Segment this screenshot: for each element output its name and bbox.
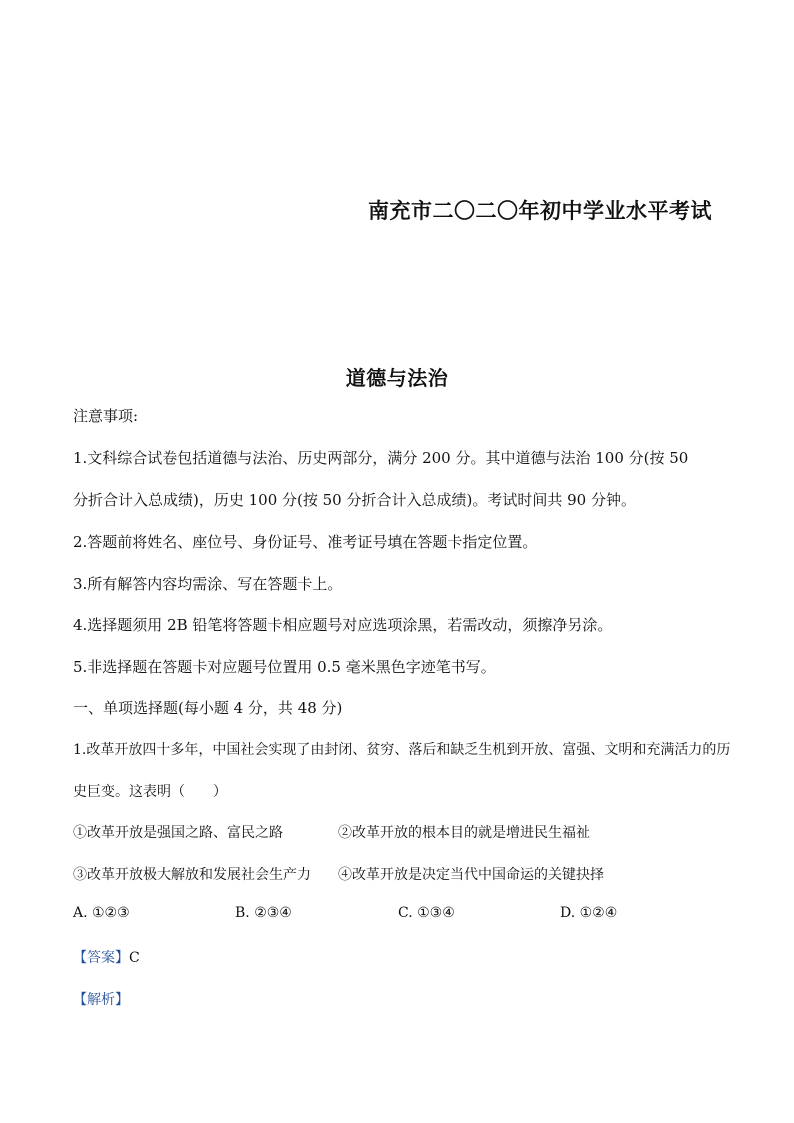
notice-item-1-line-1: 1.文科综合试卷包括道德与法治、历史两部分，满分 200 分。其中道德与法治 100 分(按 50 — [73, 449, 689, 467]
option-b: B. ②③④ — [235, 905, 292, 921]
option-a: A. ①②③ — [73, 905, 130, 921]
answer-line — [73, 947, 140, 967]
notice-item-2: 2.答题前将姓名、座位号、身份证号、准考证号填在答题卡指定位置。 — [73, 533, 538, 551]
notice-heading: 注意事项: — [73, 407, 139, 425]
analysis-line — [73, 989, 129, 1009]
option-d: D. ①②④ — [560, 905, 618, 921]
notice-item-5: 5.非选择题在答题卡对应题号位置用 0.5 毫米黑色字迹笔书写。 — [73, 658, 496, 676]
question-stem-line-2: 史巨变。这表明（ ） — [73, 784, 227, 800]
statement-2: ②改革开放的根本目的就是增进民生福祉 — [338, 825, 590, 841]
option-c: C. ①③④ — [398, 905, 455, 921]
subject-title: 道德与法治 — [345, 366, 449, 390]
statement-3: ③改革开放极大解放和发展社会生产力 — [73, 867, 311, 883]
answer-label: 【答案】 — [73, 950, 129, 966]
notice-item-4: 4.选择题须用 2B 铅笔将答题卡相应题号对应选项涂黑，若需改动，须擦净另涂。 — [73, 616, 613, 634]
notice-item-3: 3.所有解答内容均需涂、写在答题卡上。 — [73, 575, 343, 593]
question-stem-line-1: 1.改革开放四十多年，中国社会实现了由封闭、贫穷、落后和缺乏生机到开放、富强、文明和充满活力的历 — [73, 742, 731, 758]
exam-title: 南充市二〇二〇年初中学业水平考试 — [368, 198, 712, 223]
analysis-label: 【解析】 — [73, 992, 129, 1008]
notice-item-1-line-2: 分折合计入总成绩)，历史 100 分(按 50 分折合计入总成绩)。考试时间共 90 分钟。 — [73, 491, 636, 509]
statement-1: ①改革开放是强国之路、富民之路 — [73, 825, 283, 841]
answer-value: C — [129, 950, 140, 966]
section-heading: 一、单项选择题(每小题 4 分，共 48 分) — [73, 699, 343, 717]
statement-4: ④改革开放是决定当代中国命运的关键抉择 — [338, 867, 604, 883]
